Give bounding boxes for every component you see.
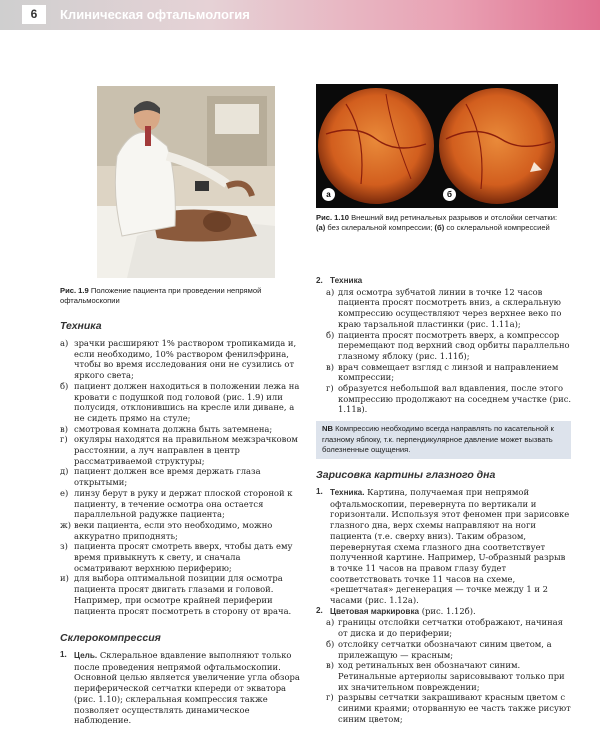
figure-1-9-caption-text: Положение пациента при проведении непрямой офтальмоскопии — [60, 286, 262, 305]
list-text: образуется небольшой вал вдавления, после этого компрессию продолжают на соседнем участке (рис. 1.11в). — [338, 383, 572, 415]
list-item — [316, 362, 572, 383]
figure-1-10-label: Рис. 1.10 — [316, 213, 349, 222]
list-item — [60, 573, 300, 616]
list-text: пациент должен находиться в положении лежа на кровати с подушкой под головой (рис. 1.9) или полусидя, отклонившись на кресле или диване, а не сидеть прямо на стуле; — [74, 380, 300, 423]
technique-2-section — [316, 276, 572, 415]
list-marker: б) — [60, 380, 69, 391]
list-marker: 2. — [316, 605, 323, 615]
figure-1-9-photo — [97, 86, 275, 278]
list-item — [316, 617, 572, 638]
figure-1-10-caption-text-b: со склеральной компрессией — [446, 223, 550, 232]
list-marker: в) — [326, 660, 334, 671]
list-item — [316, 639, 572, 660]
list-text: окуляры находятся на правильном межзрачковом расстоянии, а луч направлен в центр рассматриваемой структуры; — [74, 434, 298, 466]
list-text: линзу берут в руку и держат плоской стороной к пациенту, в течение осмотра она остается параллельной радужке пациента; — [74, 487, 293, 520]
list-item — [60, 338, 300, 381]
list-item — [60, 381, 300, 424]
section-label: Техника — [330, 276, 363, 285]
list-text: врач совмещает взгляд с линзой и направлением компрессии; — [338, 361, 559, 383]
figure-1-10-caption-marker-b: (б) — [434, 223, 445, 232]
list-text: пациента просят смотреть вверх, чтобы дать ему время привыкнуть к свету, и сначала осматривают верхнюю периферию; — [74, 541, 293, 573]
page-number: 6 — [22, 5, 46, 24]
figure-1-10-caption-text: Внешний вид ретинальных разрывов и отслойки сетчатки: — [351, 213, 558, 222]
list-item — [316, 330, 572, 362]
list-marker: в) — [326, 361, 334, 372]
heading-technique: Техника — [60, 320, 102, 332]
figure-1-10-caption-text-a: без склеральной компрессии; — [327, 223, 433, 232]
list-marker: 1. — [316, 487, 323, 496]
list-marker: б) — [326, 638, 335, 649]
list-marker: д) — [60, 466, 69, 477]
list-item — [316, 692, 572, 724]
list-text: веки пациента, если это необходимо, можно аккуратно приподнять; — [74, 519, 273, 541]
scleral-goal — [60, 650, 300, 726]
list-item — [60, 466, 300, 487]
list-marker: г) — [60, 434, 68, 445]
list-text: отслойку сетчатки обозначают синим цветом, а прилежащую — красным; — [338, 638, 552, 660]
sketch-section — [316, 487, 572, 724]
list-text: смотровая комната должна быть затемнена; — [74, 423, 273, 434]
nb-text: Компрессию необходимо всегда направлять по касательной к глазному яблоку, т.к. перпендикулярное давление может вызвать болезненные ощущения. — [322, 424, 554, 454]
nb-tag: NB — [322, 424, 333, 433]
heading-fundus-sketch: Зарисовка картины глазного дна — [316, 469, 496, 481]
section-heading — [316, 276, 572, 287]
list-marker: в) — [60, 423, 68, 434]
list-text: пациента просят посмотреть вверх, а компрессор перемещают под верхний свод орбиты параллельно глазному яблоку (рис. 1.11б); — [338, 329, 570, 361]
list-marker: е) — [60, 487, 69, 498]
list-item — [316, 383, 572, 415]
list-text: для выбора оптимальной позиции для осмотра пациента просят двигать глазами и головой. Например, при осмотре крайней периферии пациента просят посмотреть в сторону от врача. — [74, 573, 292, 616]
list-text: ход ретинальных вен обозначают синим. Ретинальные артериолы зарисовывают только при их значительном повреждении; — [338, 660, 565, 692]
list-item — [60, 541, 300, 573]
figure-1-9-caption — [60, 286, 290, 306]
list-marker: ж) — [60, 519, 71, 530]
list-item — [316, 606, 572, 618]
list-item — [60, 488, 300, 520]
list-marker: б) — [326, 329, 335, 340]
list-marker: г) — [326, 383, 334, 394]
list-text: пациент должен все время держать глаза открытыми; — [74, 466, 261, 488]
list-marker: а) — [60, 338, 69, 348]
technique-list — [60, 338, 300, 616]
list-text: разрывы сетчатки закрашивают красным цветом с синими краями; оторванную ее часть также рисуют синим цветом; — [338, 692, 571, 724]
list-text: границы отслойки сетчатки отображают, начиная от диска и до периферии; — [338, 617, 563, 639]
figure-marker-b: б — [443, 188, 456, 201]
figure-marker-a: а — [322, 188, 335, 201]
figure-1-10-caption-marker-a: (а) — [316, 223, 326, 232]
list-marker: з) — [60, 541, 68, 552]
list-marker: и) — [60, 573, 69, 584]
sketch1-text: Картина, получаемая при непрямой офтальмоскопии, перевернута по вертикали и горизонтали. Используя этот феномен при зарисовке глазного дна, верх схемы направляют на ноги пациента (т.е. сверху вниз). Таким образом, перевернутая схема глазного дна соответствует полученной картине. Например, U-образный разрыв в точке 11 часов на правом глазу будет соответствовать точке 11 часов на схеме, «решетчатая» дегенерация — точке между 1 и 2 часами (рис. 1.12а). — [330, 487, 570, 606]
sketch2-label: Цветовая маркировка — [330, 606, 420, 616]
figure-1-10-caption — [316, 213, 566, 233]
figure-1-9-label: Рис. 1.9 — [60, 286, 89, 295]
list-item — [60, 650, 300, 726]
list-item — [316, 660, 572, 692]
list-item — [316, 487, 572, 606]
chapter-title: Клиническая офтальмология — [60, 7, 250, 22]
goal-label: Цель. — [74, 651, 98, 660]
goal-text: Склеральное вдавление выполняют только после проведения непрямой офтальмоскопии. Основной целью является увеличение угла обзора периферической сетчатки кпереди от экватора (рис. 1.10); склеральная компрессия также позволяет осуществлять динамическое наблюдение. — [74, 650, 300, 726]
heading-scleral-compression: Склерокомпрессия — [60, 632, 161, 644]
list-text: зрачки расширяют 1% раствором тропикамида и, если необходимо, 10% раствором фенилэфрина, чтобы во время исследования они не сузились от яркого света; — [74, 338, 297, 381]
list-item — [60, 434, 300, 466]
page-header — [0, 0, 600, 30]
list-marker: г) — [326, 692, 334, 703]
list-marker: 2. — [316, 276, 323, 285]
list-marker: а) — [326, 286, 335, 297]
sketch2-ref: (рис. 1.12б). — [421, 605, 476, 616]
list-item — [316, 287, 572, 330]
list-marker: а) — [326, 617, 335, 628]
list-item — [60, 520, 300, 541]
list-text: для осмотра зубчатой линии в точке 12 часов пациента просят посмотреть вниз, а склеральную компрессию осуществляют через верхнее веко по краю тарзальной пластинки (рис. 1.11а); — [338, 286, 562, 329]
nb-note-box — [316, 421, 571, 459]
list-marker: 1. — [60, 650, 67, 659]
sketch1-label: Техника. — [330, 488, 365, 497]
figure-1-10-photo — [316, 84, 558, 208]
list-item — [60, 424, 300, 435]
